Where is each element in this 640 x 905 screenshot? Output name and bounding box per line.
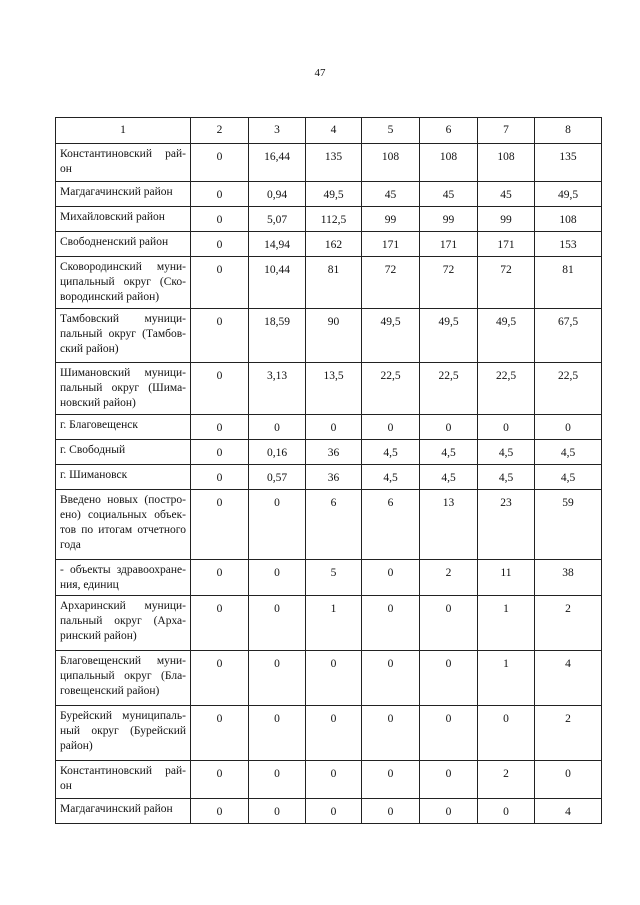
- table-cell: 2: [535, 706, 602, 761]
- table-cell: 14,94: [249, 232, 306, 257]
- table-header-row: [56, 118, 602, 144]
- table-cell: 0: [535, 761, 602, 799]
- table-cell: 171: [478, 232, 535, 257]
- table-cell: 4,5: [420, 440, 478, 465]
- table-cell: 4,5: [478, 440, 535, 465]
- table-cell: 72: [362, 257, 420, 309]
- table-cell: 0: [306, 415, 362, 440]
- table-row: [56, 651, 602, 706]
- table-cell: 18,59: [249, 309, 306, 363]
- table-cell: 0: [306, 651, 362, 706]
- table-cell: 81: [535, 257, 602, 309]
- table-cell: 0: [420, 415, 478, 440]
- table-row: [56, 363, 602, 415]
- table-cell: 0: [420, 761, 478, 799]
- table-cell: 81: [306, 257, 362, 309]
- column-header: 1: [56, 118, 191, 144]
- table-cell: 13,5: [306, 363, 362, 415]
- table-cell: 11: [478, 560, 535, 596]
- table-cell: 22,5: [478, 363, 535, 415]
- table-cell: 0: [191, 363, 249, 415]
- table-cell: 0: [362, 560, 420, 596]
- table-row: [56, 232, 602, 257]
- table-cell: 0: [420, 799, 478, 824]
- table-cell: 4,5: [535, 440, 602, 465]
- table-cell: 0: [191, 144, 249, 182]
- table-cell: 49,5: [362, 309, 420, 363]
- table-cell: 108: [362, 144, 420, 182]
- table-cell: 0: [191, 257, 249, 309]
- table-cell: 45: [478, 182, 535, 207]
- table-cell: 0: [191, 761, 249, 799]
- data-table: [55, 117, 602, 824]
- table-cell: 99: [362, 207, 420, 232]
- row-label: Константиновский рай-он: [56, 761, 191, 799]
- table-cell: 0: [362, 415, 420, 440]
- table-cell: 0: [478, 706, 535, 761]
- table-cell: 0: [191, 232, 249, 257]
- table-row: [56, 761, 602, 799]
- table-cell: 0: [249, 799, 306, 824]
- row-label: г. Шимановск: [56, 465, 191, 490]
- table-cell: 0: [478, 415, 535, 440]
- table-cell: 0: [249, 706, 306, 761]
- table-cell: 6: [362, 490, 420, 560]
- table-cell: 38: [535, 560, 602, 596]
- table-cell: 5: [306, 560, 362, 596]
- table-cell: 22,5: [535, 363, 602, 415]
- table-cell: 4,5: [362, 440, 420, 465]
- row-label: Сковородинский муни-ципальный округ (Ско-вородинский район): [56, 257, 191, 309]
- table-cell: 36: [306, 440, 362, 465]
- table-cell: 4: [535, 651, 602, 706]
- row-label: Бурейский муниципаль-ный округ (Бурейский район): [56, 706, 191, 761]
- table-cell: 59: [535, 490, 602, 560]
- row-label: Тамбовский муници-пальный округ (Тамбов-ский район): [56, 309, 191, 363]
- table-cell: 16,44: [249, 144, 306, 182]
- row-label: г. Свободный: [56, 440, 191, 465]
- table-cell: 0: [249, 415, 306, 440]
- row-label: Архаринский муници-пальный округ (Арха-ринский район): [56, 596, 191, 651]
- table-cell: 0: [249, 651, 306, 706]
- table-cell: 0: [249, 560, 306, 596]
- table-cell: 4,5: [535, 465, 602, 490]
- table-cell: 135: [306, 144, 362, 182]
- table-row: [56, 440, 602, 465]
- table-cell: 0: [535, 415, 602, 440]
- table-cell: 0: [191, 465, 249, 490]
- table-cell: 0: [191, 799, 249, 824]
- table-cell: 3,13: [249, 363, 306, 415]
- row-label: г. Благовещенск: [56, 415, 191, 440]
- table-cell: 0,57: [249, 465, 306, 490]
- column-header: 5: [362, 118, 420, 144]
- column-header: 2: [191, 118, 249, 144]
- table-row: [56, 799, 602, 824]
- table-row: [56, 309, 602, 363]
- table-cell: 1: [478, 596, 535, 651]
- table-row: [56, 415, 602, 440]
- table-cell: 0: [478, 799, 535, 824]
- column-header: 3: [249, 118, 306, 144]
- table-cell: 99: [478, 207, 535, 232]
- table-cell: 22,5: [362, 363, 420, 415]
- table-cell: 0: [191, 706, 249, 761]
- table-cell: 162: [306, 232, 362, 257]
- table-cell: 0: [191, 440, 249, 465]
- table-cell: 0: [191, 596, 249, 651]
- table-cell: 0: [191, 560, 249, 596]
- table-cell: 0: [362, 761, 420, 799]
- table-cell: 49,5: [420, 309, 478, 363]
- table-cell: 4: [535, 799, 602, 824]
- table-cell: 0,94: [249, 182, 306, 207]
- table-cell: 108: [535, 207, 602, 232]
- table-cell: 0: [362, 799, 420, 824]
- table-cell: 67,5: [535, 309, 602, 363]
- table-cell: 0: [191, 309, 249, 363]
- page-number: 47: [314, 67, 326, 79]
- table-cell: 0: [362, 596, 420, 651]
- row-label: Магдагачинский район: [56, 799, 191, 824]
- table-cell: 153: [535, 232, 602, 257]
- table-cell: 135: [535, 144, 602, 182]
- table-cell: 108: [420, 144, 478, 182]
- table-cell: 2: [535, 596, 602, 651]
- table-cell: 10,44: [249, 257, 306, 309]
- row-label: Благовещенский муни-ципальный округ (Бла-говещенский район): [56, 651, 191, 706]
- table-cell: 1: [306, 596, 362, 651]
- table-row: [56, 182, 602, 207]
- table-cell: 0: [306, 761, 362, 799]
- table-cell: 90: [306, 309, 362, 363]
- table-cell: 0: [420, 651, 478, 706]
- table-cell: 0: [191, 207, 249, 232]
- table-cell: 0: [191, 490, 249, 560]
- table-cell: 0: [191, 182, 249, 207]
- table-cell: 108: [478, 144, 535, 182]
- table-cell: 4,5: [362, 465, 420, 490]
- table-row: [56, 706, 602, 761]
- table-cell: 72: [420, 257, 478, 309]
- row-label: Михайловский район: [56, 207, 191, 232]
- table-row: [56, 560, 602, 596]
- table-cell: 49,5: [535, 182, 602, 207]
- table-cell: 45: [362, 182, 420, 207]
- row-label: Магдагачинский район: [56, 182, 191, 207]
- row-label: Шимановский муници-пальный округ (Шима-новский район): [56, 363, 191, 415]
- table-cell: 45: [420, 182, 478, 207]
- table-cell: 49,5: [478, 309, 535, 363]
- table-cell: 4,5: [478, 465, 535, 490]
- table-cell: 171: [362, 232, 420, 257]
- table-cell: 13: [420, 490, 478, 560]
- row-label: - объекты здравоохране-ния, единиц: [56, 560, 191, 596]
- table-cell: 171: [420, 232, 478, 257]
- table-cell: 0: [362, 651, 420, 706]
- table-cell: 0: [306, 799, 362, 824]
- table-cell: 0: [249, 596, 306, 651]
- table-cell: 0: [191, 651, 249, 706]
- row-label: Свободненский район: [56, 232, 191, 257]
- table-row: [56, 207, 602, 232]
- table-cell: 0,16: [249, 440, 306, 465]
- table-cell: 49,5: [306, 182, 362, 207]
- table-cell: 22,5: [420, 363, 478, 415]
- table-row: [56, 490, 602, 560]
- table-cell: 2: [420, 560, 478, 596]
- table-cell: 72: [478, 257, 535, 309]
- table-cell: 36: [306, 465, 362, 490]
- row-label: Введено новых (постро-ено) социальных объек-тов по итогам отчетного года: [56, 490, 191, 560]
- column-header: 8: [535, 118, 602, 144]
- table-cell: 0: [306, 706, 362, 761]
- table-row: [56, 144, 602, 182]
- table-cell: 112,5: [306, 207, 362, 232]
- table-cell: 2: [478, 761, 535, 799]
- table-cell: 0: [420, 596, 478, 651]
- table-cell: 4,5: [420, 465, 478, 490]
- column-header: 7: [478, 118, 535, 144]
- column-header: 4: [306, 118, 362, 144]
- table-cell: 0: [191, 415, 249, 440]
- table-cell: 1: [478, 651, 535, 706]
- row-label: Константиновский рай-он: [56, 144, 191, 182]
- table-cell: 0: [249, 761, 306, 799]
- table-cell: 0: [420, 706, 478, 761]
- table-cell: 6: [306, 490, 362, 560]
- table-row: [56, 465, 602, 490]
- table-cell: 5,07: [249, 207, 306, 232]
- table-row: [56, 257, 602, 309]
- column-header: 6: [420, 118, 478, 144]
- table-cell: 0: [249, 490, 306, 560]
- table-cell: 23: [478, 490, 535, 560]
- table-row: [56, 596, 602, 651]
- table-cell: 0: [362, 706, 420, 761]
- table-cell: 99: [420, 207, 478, 232]
